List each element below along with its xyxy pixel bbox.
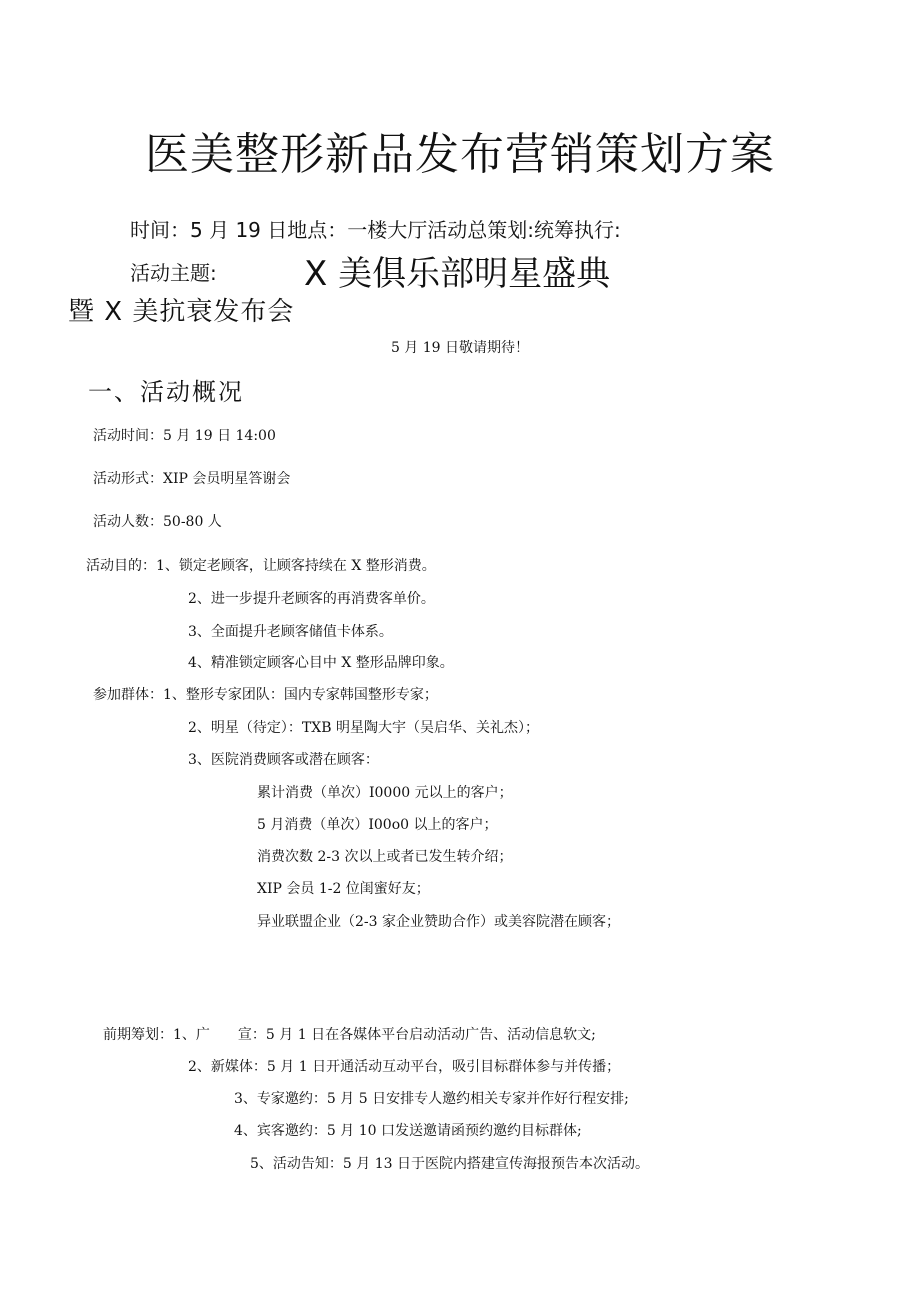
participant-line: 参加群体：1、整形专家团队：国内专家韩国整形专家；: [93, 687, 438, 703]
event-meta-line: 时间：5 月 19 日地点：一楼大厅活动总策划:统筹执行:: [130, 218, 621, 242]
overview-headcount: 活动人数：50-80 人: [93, 514, 222, 530]
customer-criterion: 消费次数 2-3 次以上或者已发生转介绍；: [257, 849, 513, 865]
section-heading: 一、活动概况: [88, 378, 244, 406]
preparation-line: 3、专家邀约：5 月 5 日安排专人邀约相关专家并作好行程安排;: [234, 1091, 629, 1107]
participant-line: 2、明星（待定）：TXB 明星陶大宇（吴启华、关礼杰）；: [188, 720, 539, 736]
preparation-line: 前期筹划：1、广 宣：5 月 1 日在各媒体平台启动活动广告、活动信息软文;: [103, 1027, 596, 1043]
goal-line: 活动目的：1、锁定老顾客，让顾客持续在 X 整形消费。: [86, 558, 436, 574]
customer-criterion: XIP 会员 1-2 位闺蜜好友；: [257, 881, 430, 897]
customer-criterion: 异业联盟企业（2-3 家企业赞助合作）或美容院潜在顾客；: [257, 914, 620, 930]
participant-line: 3、医院消费顾客或潜在顾客：: [188, 752, 379, 768]
document-title: 医美整形新品发布营销策划方案: [145, 129, 775, 180]
theme-main: X 美俱乐部明星盛典: [304, 254, 611, 294]
overview-format: 活动形式：XIP 会员明星答谢会: [93, 471, 291, 487]
theme-continuation: 暨 X 美抗衰发布会: [68, 297, 295, 327]
customer-criterion: 5 月消费（单次）I00o0 以上的客户；: [257, 817, 498, 833]
goal-line: 4、精准锁定顾客心目中 X 整形品牌印象。: [188, 655, 454, 671]
date-note: 5 月 19 日敬请期待！: [390, 340, 530, 356]
preparation-line: 5、活动告知：5 月 13 日于医院内搭建宣传海报预告本次活动。: [250, 1156, 649, 1172]
goal-line: 2、进一步提升老顾客的再消费客单价。: [188, 591, 435, 607]
preparation-line: 4、宾客邀约：5 月 10 口发送邀请函预约邀约目标群体;: [234, 1123, 582, 1139]
goal-line: 3、全面提升老顾客储值卡体系。: [188, 624, 393, 640]
preparation-line: 2、新媒体：5 月 1 日开通活动互动平台，吸引目标群体参与并传播；: [188, 1059, 621, 1075]
theme-label: 活动主题:: [130, 261, 217, 285]
customer-criterion: 累计消费（单次）I0000 元以上的客户；: [257, 785, 513, 801]
overview-time: 活动时间：5 月 19 日 14:00: [93, 428, 276, 444]
